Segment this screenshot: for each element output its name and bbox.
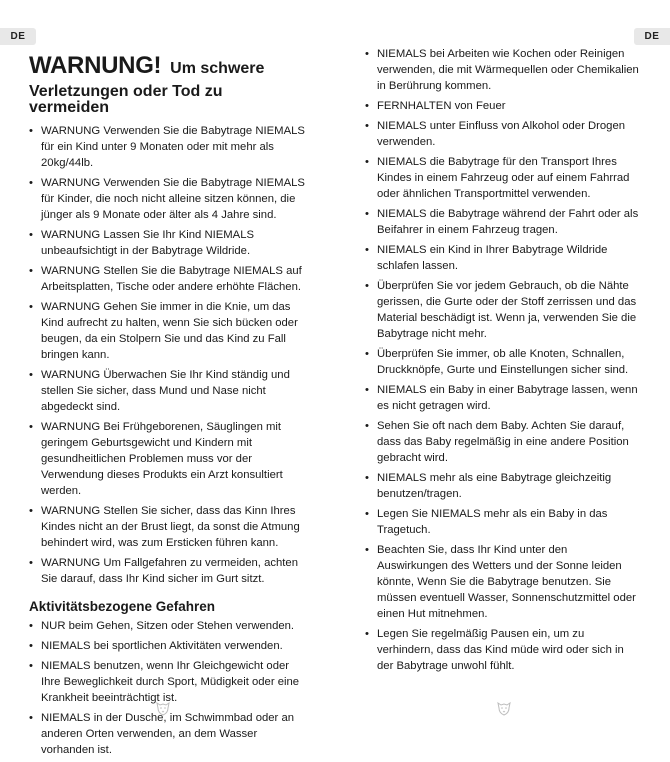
title-warning-word: WARNUNG! [29,52,162,79]
warning-item: • WARNUNG Um Fallgefahren zu vermeiden, achten Sie darauf, dass Ihr Kind sicher im Gurt sitzt. [29,555,305,587]
hazard-list-continued [365,46,640,674]
title-line1: Um schwere [170,60,265,77]
activity-hazards-list [29,618,305,758]
tiger-head-logo-icon [155,701,171,717]
warning-list [29,123,305,587]
warning-item: • WARNUNG Stellen Sie die Babytrage NIEMALS auf Arbeitsplatten, Tische oder andere erhöhte Flächen. [29,263,305,295]
hazard-item: • NIEMALS unter Einfluss von Alkohol oder Drogen verwenden. [365,118,640,150]
activity-item: • NIEMALS in der Dusche, im Schwimmbad oder an anderen Orten verwenden, an dem Wasser vorhanden ist. [29,710,305,758]
warning-item: • WARNUNG Überwachen Sie Ihr Kind ständig und stellen Sie sicher, dass Mund und Nase nicht abgedeckt sind. [29,367,305,415]
warning-item: • WARNUNG Gehen Sie immer in die Knie, um das Kind aufrecht zu halten, wenn Sie sich bücken oder beugen, da ein Stolpern Sie und das Kind zu Fall bringen kann. [29,299,305,363]
activity-item: • NIEMALS bei sportlichen Aktivitäten verwenden. [29,638,305,654]
hazard-item: • NIEMALS mehr als eine Babytrage gleichzeitig benutzen/tragen. [365,470,640,502]
hazard-item: • Sehen Sie oft nach dem Baby. Achten Sie darauf, dass das Baby regelmäßig in eine andere Position gebracht wird. [365,418,640,466]
hazard-item: • Überprüfen Sie immer, ob alle Knoten, Schnallen, Druckknöpfe, Gurte und Einstellungen sicher sind. [365,346,640,378]
activity-item: • NIEMALS benutzen, wenn Ihr Gleichgewicht oder Ihre Beweglichkeit durch Sport, Müdigkeit oder eine Krankheit beeinträchtigt ist. [29,658,305,706]
warning-item: • WARNUNG Lassen Sie Ihr Kind NIEMALS unbeaufsichtigt in der Babytrage Wildride. [29,227,305,259]
hazard-item: • Beachten Sie, dass Ihr Kind unter den Auswirkungen des Wetters und der Sonne leiden könnte, Wenn Sie die Babytrage benutzen. Sie müssen eventuell Wasser, Sonnenschutzmittel oder einen Hut mitnehmen. [365,542,640,622]
activity-hazards-heading: Aktivitätsbezogene Gefahren [29,599,216,615]
warning-item: • WARNUNG Stellen Sie sicher, dass das Kinn Ihres Kindes nicht an der Brust liegt, da sonst die Atmung behindert wird, was zum Ersticken führen kann. [29,503,305,551]
hazard-item: • NIEMALS bei Arbeiten wie Kochen oder Reinigen verwenden, die mit Wärmequellen oder Chemikalien in Berührung kommen. [365,46,640,94]
hazard-item: • Legen Sie NIEMALS mehr als ein Baby in das Tragetuch. [365,506,640,538]
language-tab-right: DE [634,28,670,45]
language-tab-left: DE [0,28,36,45]
tiger-head-logo-icon [496,701,512,717]
warning-item: • WARNUNG Bei Frühgeborenen, Säuglingen mit geringem Geburtsgewicht und Kindern mit gesundheitlichen Problemen muss vor der Verwendung dieses Produkts ein Arzt konsultiert werden. [29,419,305,499]
page-title [29,46,305,117]
right-column [365,46,640,678]
hazard-item: • Überprüfen Sie vor jedem Gebrauch, ob die Nähte gerissen, die Gurte oder der Stoff zerrissen und das Material beschädigt ist. Wenn ja, verwenden Sie die Babytrage nicht mehr. [365,278,640,342]
warning-item: • WARNUNG Verwenden Sie die Babytrage NIEMALS für ein Kind unter 9 Monaten oder mit mehr als 20kg/44lb. [29,123,305,171]
hazard-item: • FERNHALTEN von Feuer [365,98,640,114]
hazard-item: • NIEMALS die Babytrage für den Transport Ihres Kindes in einem Fahrzeug oder auf einem Fahrrad oder ähnlichen Transportmittel verwenden. [365,154,640,202]
activity-item: • NUR beim Gehen, Sitzen oder Stehen verwenden. [29,618,305,634]
hazard-item: • NIEMALS ein Kind in Ihrer Babytrage Wildride schlafen lassen. [365,242,640,274]
warning-item: • WARNUNG Verwenden Sie die Babytrage NIEMALS für Kinder, die noch nicht alleine sitzen können, die jünger als 9 Monate oder älter als 4 Jahre sind. [29,175,305,223]
title-line2: Verletzungen oder Tod zu vermeiden [29,82,223,117]
hazard-item: • NIEMALS die Babytrage während der Fahrt oder als Beifahrer in einem Fahrzeug tragen. [365,206,640,238]
left-column [29,46,305,762]
hazard-item: • Legen Sie regelmäßig Pausen ein, um zu verhindern, dass das Kind müde wird oder sich in der Babytrage unwohl fühlt. [365,626,640,674]
hazard-item: • NIEMALS ein Baby in einer Babytrage lassen, wenn es nicht getragen wird. [365,382,640,414]
